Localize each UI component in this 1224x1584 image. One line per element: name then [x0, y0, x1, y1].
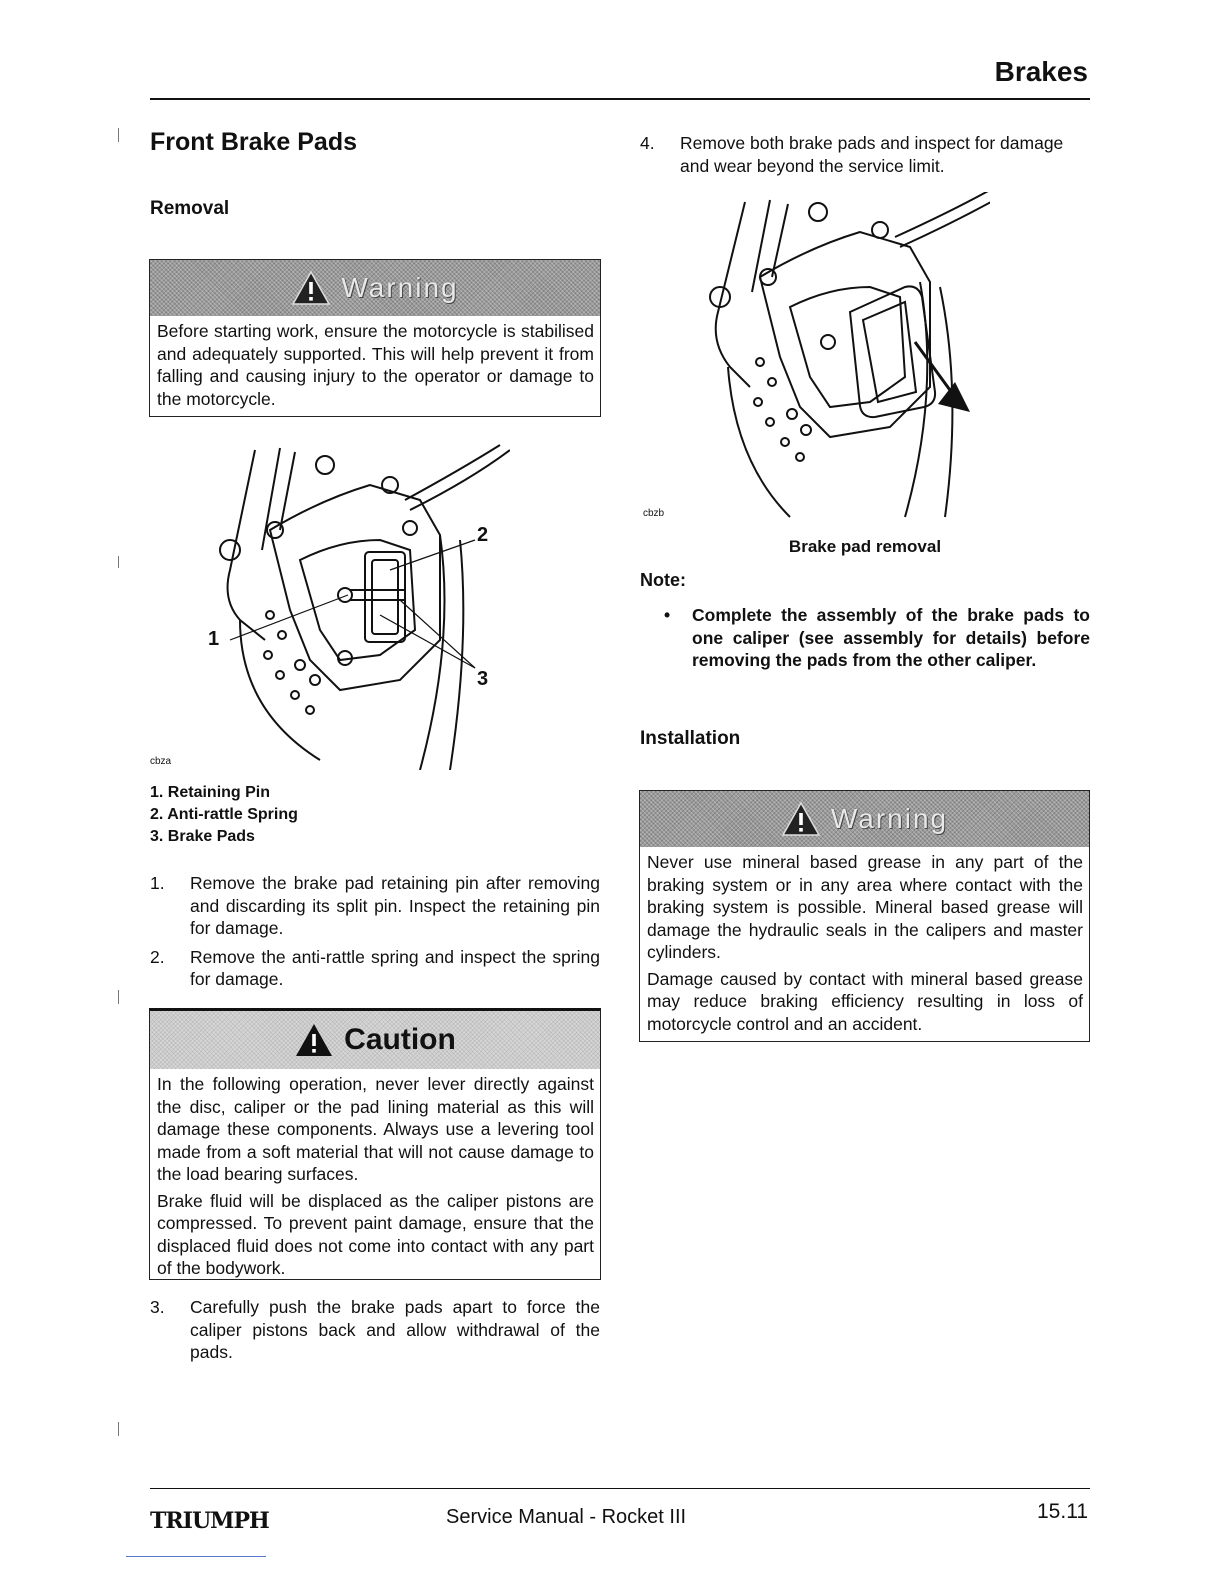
step-text: Carefully push the brake pads apart to force the caliper pistons back and allow withdrawal of the pads. [190, 1297, 600, 1362]
step-text: Remove the brake pad retaining pin after removing and discarding its split pin. Inspect the retaining pin for damage. [190, 873, 600, 938]
margin-mark [118, 1422, 119, 1436]
removal-heading: Removal [150, 198, 230, 219]
warning-banner [150, 260, 600, 316]
figure-caption: Brake pad removal [788, 537, 942, 556]
figure-brake-pad-removal [700, 192, 990, 522]
header-rule [150, 98, 1090, 100]
warning-text [640, 847, 1089, 1045]
installation-heading: Installation [640, 728, 741, 749]
removal-step-3 [150, 1296, 600, 1370]
note-bullet: • [664, 605, 671, 625]
note-heading: Note: [640, 570, 686, 590]
brake-pad-removal-illustration [700, 192, 990, 522]
warning-banner [640, 791, 1089, 847]
scan-edge-line [126, 1556, 266, 1557]
margin-mark [118, 556, 119, 568]
legend-item: 3. Brake Pads [150, 828, 255, 845]
warning-paragraph: Damage caused by contact with mineral based grease may reduce braking efficiency resulting in loss of motorcycle control and an accident. [647, 968, 1083, 1034]
step-number: 2. [150, 946, 165, 967]
legend-item: 2. Anti-rattle Spring [150, 806, 298, 823]
warning-box-installation [639, 790, 1090, 1042]
page-number: 15.11 [1037, 1500, 1088, 1523]
figure-code: cbza [150, 756, 172, 767]
step-text: Remove both brake pads and inspect for damage and wear beyond the service limit. [680, 133, 1064, 176]
brand-logo: TRIUMPH [150, 1508, 269, 1534]
figure-code: cbzb [643, 508, 665, 519]
callout-1: 1 [208, 628, 220, 650]
legend-item: 1. Retaining Pin [150, 784, 271, 801]
caution-paragraph: In the following operation, never lever directly against the disc, caliper or the pad lining material as this will damage these components. Always use a levering tool made from a soft material that will not cause damage to the load bearing surfaces. [157, 1074, 594, 1184]
figure-brake-caliper-annotated [200, 440, 510, 770]
note-text: Complete the assembly of the brake pads to one caliper (see assembly for details) before removing the pads from the other caliper. [692, 605, 1090, 670]
margin-mark [118, 128, 119, 142]
caution-text [150, 1069, 600, 1290]
section-title: Front Brake Pads [150, 128, 358, 156]
caution-label: Caution [344, 1023, 456, 1056]
step-item [150, 946, 600, 991]
step-item [640, 132, 1090, 177]
step-number: 3. [150, 1297, 165, 1317]
caution-triangle-icon [294, 1022, 334, 1058]
warning-paragraph: Never use mineral based grease in any part of the braking system or in any area where contact with the braking system is possible. Mineral based grease will damage the hydraulic seals in the calipers and master cylinders. [647, 852, 1083, 962]
manual-title: Service Manual - Rocket III [446, 1506, 687, 1528]
warning-label: Warning [830, 803, 949, 834]
note-body [652, 604, 1090, 672]
callout-2: 2 [477, 524, 489, 546]
footer-rule [150, 1488, 1090, 1489]
caution-paragraph: Brake fluid will be displaced as the caliper pistons are compressed. To prevent paint damage, ensure that the displaced fluid does not come into contact with any part of the bodywork. [157, 1190, 594, 1278]
caution-banner [150, 1011, 600, 1069]
step-item [150, 872, 600, 940]
brake-caliper-illustration [200, 440, 510, 770]
step-number: 4. [640, 133, 655, 153]
removal-step-4 [640, 132, 1090, 183]
chapter-title: Brakes [994, 56, 1088, 87]
warning-triangle-icon [781, 801, 821, 837]
caution-box [149, 1008, 601, 1280]
step-text: Remove the anti-rattle spring and inspect the spring for damage. [190, 946, 600, 989]
step-item [150, 1296, 600, 1364]
callout-3: 3 [477, 668, 489, 690]
warning-triangle-icon [291, 270, 331, 306]
warning-box-removal [149, 259, 601, 417]
removal-steps [150, 872, 600, 997]
warning-text: Before starting work, ensure the motorcycle is stabilised and adequately supported. This will help prevent it from falling and causing injury to the operator or damage to the motorcycle. [157, 321, 594, 409]
figure-legend [150, 782, 298, 848]
warning-label: Warning [341, 272, 459, 303]
margin-mark [118, 990, 119, 1004]
step-number: 1. [150, 873, 165, 893]
